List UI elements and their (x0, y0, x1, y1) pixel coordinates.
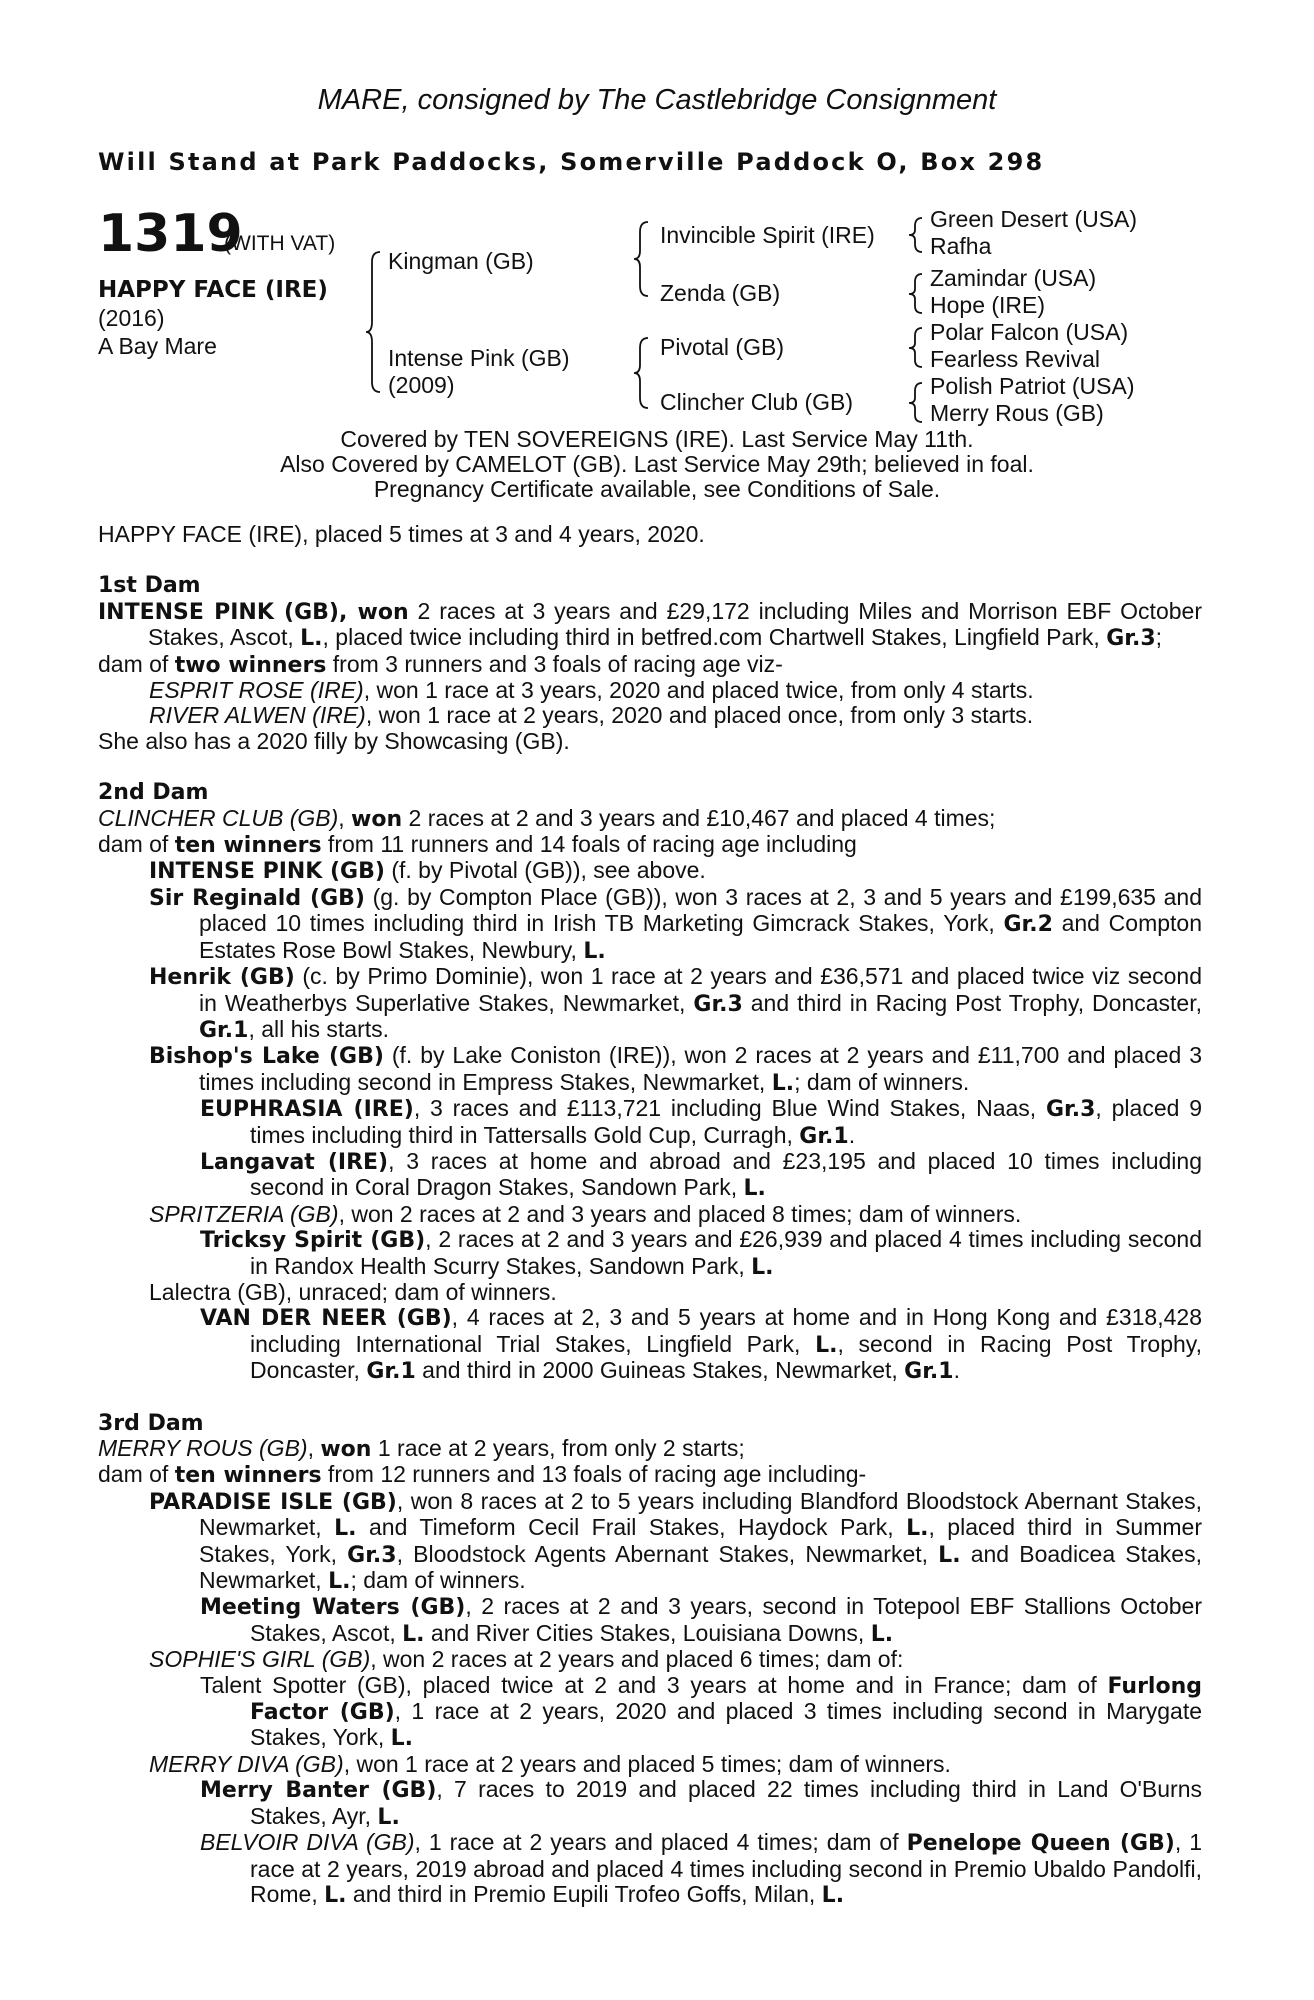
progeny-spritzeria: SPRITZERIA (GB), won 2 races at 2 and 3 years and placed 8 times; dam of winners. (149, 1200, 1022, 1227)
progeny-van-der-neer: VAN DER NEER (GB), 4 races at 2, 3 and 5 years at home and in Hong Kong and £318,428 including International Trial Stakes, Lingfield Park, L., second in Racing Post Trophy, Doncaster, Gr.1 and third in 2000 Guineas Stakes, Newmarket, Gr.1. (200, 1304, 1202, 1385)
foal-river-alwen: RIVER ALWEN (IRE), won 1 race at 2 years, 2020 and placed once, from only 3 starts. (149, 702, 1034, 729)
second-dam-progeny-summary: dam of ten winners from 11 runners and 14 foals of racing age including (98, 831, 857, 859)
progeny-merry-diva: MERRY DIVA (GB), won 1 race at 2 years and placed 5 times; dam of winners. (149, 1750, 951, 1777)
dam-sire: Pivotal (GB) (660, 334, 784, 360)
third-dam-progeny-summary: dam of ten winners from 12 runners and 13 foals of racing age including- (98, 1461, 867, 1489)
progeny-bishops-lake: Bishop's Lake (GB) (f. by Lake Coniston (IRE)), won 2 races at 2 years and £11,700 and placed 3 times including second in Empress Stakes, Newmarket, L.; dam of winners. (149, 1042, 1202, 1096)
summary: HAPPY FACE (IRE), placed 5 times at 3 and 4 years, 2020. (98, 521, 705, 547)
progeny-sophies-girl: SOPHIE'S GIRL (GB), won 2 races at 2 years and placed 6 times; dam of: (149, 1646, 904, 1673)
progeny-lalectra: Lalectra (GB), unraced; dam of winners. (149, 1278, 557, 1305)
progeny-langavat: Langavat (IRE), 3 races at home and abroad and £23,195 and placed 10 times including second in Coral Dragon Stakes, Sandown Park, L. (200, 1147, 1202, 1202)
progeny-belvoir-diva: BELVOIR DIVA (GB), 1 race at 2 years and placed 4 times; dam of Penelope Queen (GB), 1 race at 2 years, 2019 abroad and placed 4 times including second in Premio Ubaldo Pandolfi, Rome, L. and third in Premio Eupili Trofeo Goffs, Milan, L. (200, 1829, 1202, 1908)
progeny-merry-banter: Merry Banter (GB), 7 races to 2019 and placed 22 times including third in Land O'Burns Stakes, Ayr, L. (200, 1776, 1202, 1830)
second-dam-entry: CLINCHER CLUB (GB), won 2 races at 2 and 3 years and £10,467 and placed 4 times; (98, 804, 996, 832)
gen3-2: Rafha (930, 233, 992, 259)
covering-line-3: Pregnancy Certificate available, see Conditions of Sale. (373, 476, 941, 502)
lot-number: 1319 (98, 204, 243, 264)
third-dam-heading: 3rd Dam (98, 1410, 204, 1436)
horse-description: A Bay Mare (98, 333, 217, 359)
progeny-sir-reginald: Sir Reginald (GB) (g. by Compton Place (GB)), won 3 races at 2, 3 and 5 years and £199,635 and placed 10 times including third in Irish TB Marketing Gimcrack Stakes, York, Gr.2 and Compton Estates Rose Bowl Stakes, Newbury, L. (149, 883, 1202, 964)
gen3-8: Merry Rous (GB) (930, 400, 1104, 426)
horse-name: HAPPY FACE (IRE) (98, 277, 328, 303)
page-title: MARE, consigned by The Castlebridge Consignment (317, 84, 997, 116)
first-dam-also: She also has a 2020 filly by Showcasing (GB). (98, 727, 570, 754)
vat-note: (WITH VAT) (224, 232, 336, 255)
pedigree-notes (98, 522, 1202, 1908)
location-line: Will Stand at Park Paddocks, Somerville Paddock O, Box 298 (98, 148, 1045, 176)
gen3-1: Green Desert (USA) (930, 206, 1138, 232)
gen3-4: Hope (IRE) (930, 292, 1046, 318)
progeny-talent-spotter: Talent Spotter (GB), placed twice at 2 and 3 years at home and in France; dam of Furlong Factor (GB), 1 race at 2 years, 2020 and placed 3 times including second in Marygate Stakes, York, L. (200, 1671, 1202, 1752)
first-dam-progeny-summary: dam of two winners from 3 runners and 3 foals of racing age viz- (98, 650, 783, 678)
sire-dam: Zenda (GB) (660, 280, 781, 306)
foaling-year: (2016) (98, 305, 165, 331)
progeny-tricksy-spirit: Tricksy Spirit (GB), 2 races at 2 and 3 years and £26,939 and placed 4 times including second in Randox Health Scurry Stakes, Sandown Park, L. (200, 1226, 1202, 1280)
progeny-intense-pink: INTENSE PINK (GB) (f. by Pivotal (GB)), see above. (149, 857, 706, 885)
dam: Intense Pink (GB) (388, 345, 570, 371)
progeny-henrik: Henrik (GB) (c. by Primo Dominie), won 1 race at 2 years and £36,571 and placed twice viz second in Weatherbys Superlative Stakes, Newmarket, Gr.3 and third in Racing Post Trophy, Doncaster, Gr.1, all his starts. (149, 963, 1203, 1043)
first-dam-name: INTENSE PINK (GB), won (98, 599, 409, 625)
covering-line-1: Covered by TEN SOVEREIGNS (IRE). Last Service May 11th. (340, 426, 974, 452)
covering-line-2: Also Covered by CAMELOT (GB). Last Service May 29th; believed in foal. (280, 451, 1034, 477)
second-dam-heading: 2nd Dam (98, 780, 209, 806)
dam-year: (2009) (388, 372, 455, 398)
progeny-paradise-isle: PARADISE ISLE (GB), won 8 races at 2 to 5 years including Blandford Bloodstock Abernant Stakes, Newmarket, L. and Timeform Cecil Frail Stakes, Haydock Park, L., placed third in Summer Stakes, York, Gr.3, Bloodstock Agents Abernant Stakes, Newmarket, L. and Boadicea Stakes, Newmarket, L.; dam of winners. (149, 1487, 1203, 1595)
third-dam-entry: MERRY ROUS (GB), won 1 race at 2 years, from only 2 starts; (98, 1435, 745, 1462)
first-dam-entry: INTENSE PINK (GB), won 2 races at 3 years and £29,172 including Miles and Morrison EBF October Stakes, Ascot, L., placed twice including third in betfred.com Chartwell Stakes, Lingfield Park, Gr.3; (98, 597, 1202, 652)
gen3-5: Polar Falcon (USA) (930, 319, 1129, 345)
gen3-6: Fearless Revival (930, 346, 1100, 372)
first-dam-heading: 1st Dam (98, 573, 201, 599)
progeny-meeting-waters: Meeting Waters (GB), 2 races at 2 and 3 years, second in Totepool EBF Stallions October Stakes, Ascot, L. and River Cities Stakes, Louisiana Downs, L. (200, 1593, 1203, 1647)
gen3-7: Polish Patriot (USA) (930, 373, 1135, 399)
gen3-3: Zamindar (USA) (930, 265, 1097, 291)
progeny-euphrasia: EUPHRASIA (IRE), 3 races and £113,721 including Blue Wind Stakes, Naas, Gr.3, placed 9 times including third in Tattersalls Gold Cup, Curragh, Gr.1. (200, 1095, 1203, 1149)
sire: Kingman (GB) (388, 248, 534, 274)
dam-dam: Clincher Club (GB) (660, 389, 853, 415)
foal-esprit-rose: ESPRIT ROSE (IRE), won 1 race at 3 years, 2020 and placed twice, from only 4 starts. (149, 677, 1034, 704)
sire-sire: Invincible Spirit (IRE) (660, 222, 875, 248)
